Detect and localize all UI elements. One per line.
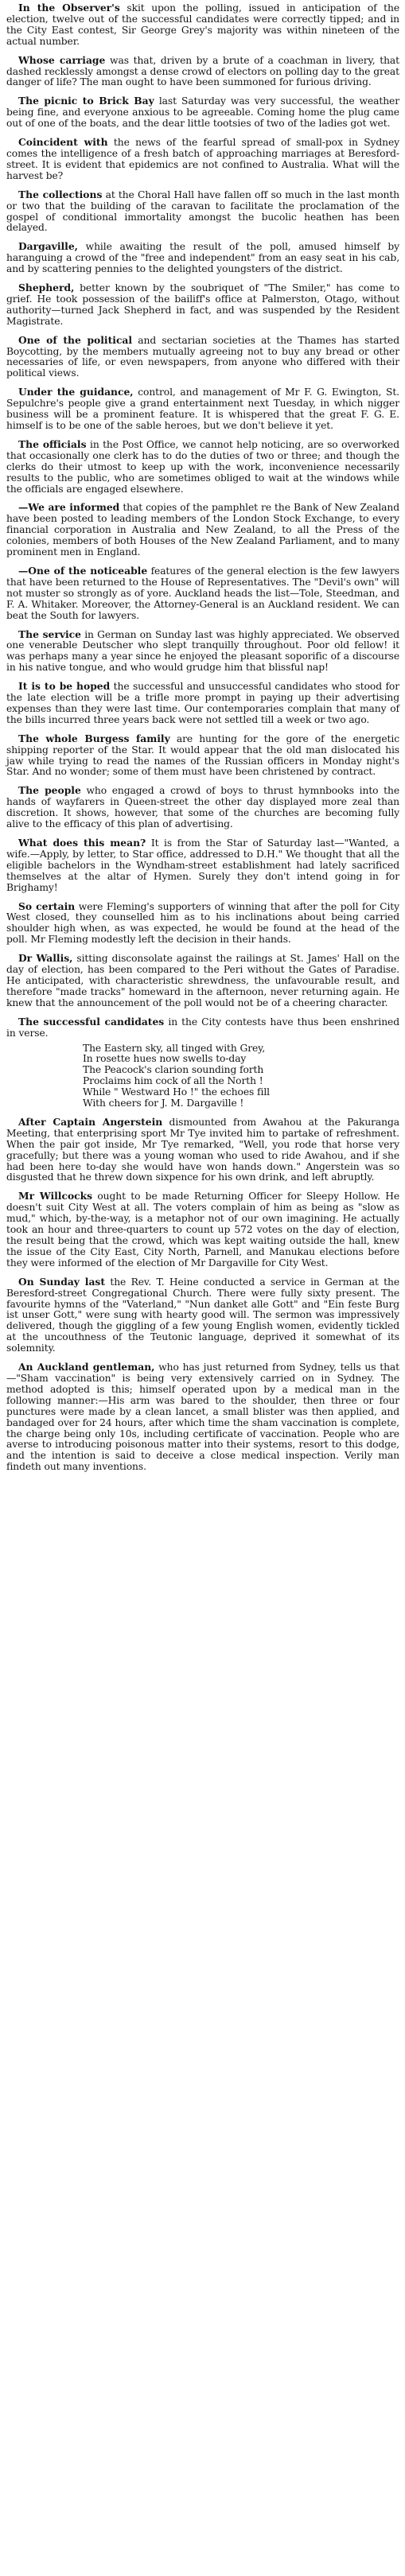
paragraph	[6, 2, 399, 48]
paragraph-text: the news of the fearful spread of small-pox in Sydney comes the intelligence of a fresh batch of approaching marriages at Beresford-street. It is evident that epidemics are not confined to Australia. What will the harvest be?	[6, 137, 399, 181]
paragraph-text: dismounted from Awahou at the Pakuranga Meeting, that enterprising sport Mr Tye invited him to partake of refreshment. When the pair got inside, Mr Tye remarked, "Well, you rode that horse very gracefully; but there was a young woman who used to ride Awahou, and if she had been here to-day she would have won hands down." Angerstein was so disgusted that he threw down sixpence for his own drink, and left abruptly.	[6, 1116, 399, 1183]
paragraph-text: ought to be made Returning Officer for Sleepy Hollow. He doesn't suit City West at all. The voters complain of him as being as "slow as mud," which, by-the-way, is a metaphor not of our own imagining. He actually took an hour and three-quarters to count up 572 votes on the day of election, the result being that the crowd, which was kept waiting outside the hall, knew the issue of the City East, City North, Parnell, and Manukau elections before they were informed of the election of Mr Dargaville for City West.	[6, 1191, 400, 1269]
paragraph-text: while awaiting the result of the poll, amused himself by haranguing a crowd of the "free and independent" from an easy seat in his cab, and by scattering pennies to the delighted youngsters of the district.	[6, 241, 399, 275]
paragraph-text: that copies of the pamphlet re the Bank of New Zealand have been posted to leading members of the London Stock Exchange, to every financial corporation in Australia and New Zealand, to all the Press of the colonies, members of both Houses of the New Zealand Parliament, and to many prominent men in England.	[6, 502, 399, 558]
paragraph	[6, 565, 399, 622]
paragraph-text: in German on Sunday last was highly appreciated. We observed one venerable Deutscher who slept tranquilly throughout. Poor old fellow! it was perhaps many a year since he enjoyed the pleasant soporific of a discourse in his native tongue, and who would grudge him that blissful nap!	[6, 628, 399, 674]
paragraph	[6, 1117, 399, 1183]
paragraph	[6, 733, 399, 779]
paragraph-text: skit upon the polling, issued in anticipation of the election, twelve out of the successful candidates were correctly tipped; and in the City East contest, Sir George Grey's majority was within nineteen of the actual number.	[6, 2, 399, 47]
paragraph-text: at the Choral Hall have fallen off so much in the last month or two that the building of the caravan to facilitate the proclamation of the gospel of conditional immortality amongst the bucolic heathen has been delayed.	[6, 188, 399, 234]
paragraph	[6, 387, 399, 432]
paragraph-lead: On Sunday last	[18, 1275, 106, 1288]
paragraph-lead: Whose carriage	[18, 53, 106, 66]
paragraph	[6, 629, 399, 674]
paragraph	[6, 785, 399, 830]
paragraph-text: are hunting for the gore of the energetic shipping reporter of the Star. It would appear that the old man dislocated his jaw while trying to read the names of the Russian officers in Monday night's Star. And no wonder; some of them must have been christened by contract.	[6, 732, 399, 778]
paragraph	[6, 1362, 399, 1473]
paragraph	[6, 681, 399, 726]
paragraph-lead: One of the political	[18, 333, 133, 346]
paragraph	[6, 901, 399, 946]
paragraph	[6, 837, 399, 894]
paragraph-text: better known by the soubriquet of "The Smiler," has come to grief. He took possession of the bailiff's office at Palmerston, Otago, without authority—turned Jack Shepherd in fact, and was suspended by the Resident Magistrate.	[6, 282, 399, 327]
paragraph-lead: Shepherd,	[18, 282, 75, 294]
paragraph-lead: What does this mean?	[18, 837, 146, 849]
paragraph-text: in the City contests have thus been enshrined in verse.	[6, 1016, 399, 1039]
paragraph	[6, 1016, 399, 1039]
paragraph-text: the Rev. T. Heine conducted a service in German at the Beresford-street Congregational Church. There were fully sixty present. The favourite hymns of the "Vaterland," "Nun danket alle Gott" and "Ein feste Burg ist unser Gott," were sung with hearty good will. The sermon was impressively delivered, though the giggling of a few young English women, evidently tickled at the uncouthness of the Teutonic language, deprived it somewhat of its solemnity.	[6, 1276, 399, 1354]
paragraph	[6, 241, 399, 275]
paragraph-lead: Mr Willcocks	[18, 1190, 93, 1203]
paragraph-text: were Fleming's supporters of winning that after the poll for City West closed, they counselled him as to his inclinations about being carried shoulder high when, as was expected, he would be found at the head of the poll. Mr Fleming modestly left the decision in their hands.	[6, 900, 399, 946]
paragraph-text: who engaged a crowd of boys to thrust hymnbooks into the hands of wayfarers in Queen-street the other day displayed more zeal than discretion. It shows, however, that some of the churches are becoming fully alive to the efficacy of this plan of advertising.	[6, 785, 399, 830]
paragraph-lead: The service	[18, 627, 81, 640]
paragraph-lead: —One of the noticeable	[18, 564, 148, 577]
paragraph-text: the successful and unsuccessful candidates who stood for the late election will be a trifle more prompt in paying up their advertising expenses than they were last time. Our contemporaries complain that many of the bills incurred three years back were not settled till a week or two ago.	[6, 681, 399, 725]
paragraph	[6, 953, 399, 1009]
paragraph	[6, 439, 399, 495]
paragraph-lead: Coincident with	[18, 136, 108, 149]
paragraph-lead: Under the guidance,	[18, 386, 134, 398]
verse-line: Proclaims him cock of all the North !	[83, 1075, 263, 1087]
paragraph	[6, 95, 399, 130]
verse-line: The Peacock's clarion sounding forth	[83, 1064, 264, 1076]
paragraph-lead: It is to be hoped	[18, 680, 111, 693]
paragraph-lead: The officials	[18, 437, 87, 450]
paragraph	[6, 335, 399, 380]
paragraph	[6, 502, 399, 558]
paragraph-lead: Dr Wallis,	[18, 952, 73, 965]
paragraph-lead: The successful candidates	[18, 1015, 165, 1028]
verse-line: With cheers for J. M. Dargaville !	[83, 1098, 244, 1109]
paragraph-lead: The whole Burgess family	[18, 732, 170, 744]
paragraph-text: It is from the Star of Saturday last—"Wanted, a wife.—Apply, by letter, to Star office, addressed to D.H." We thought that all the eligible bachelors in the Wyndham-street establishment had lately sacrificed themselves at the altar of Hymen. Surely they don't intend going in for Brighamy!	[6, 837, 399, 893]
paragraph-text: sitting disconsolate against the railings at St. James' Hall on the day of election, has been compared to the Peri without the Gates of Paradise. He anticipated, with characteristic shrewdness, the unfavourable result, and therefore "made tracks" homeward in the afternoon, never returning again. He knew that the announcement of the poll would not be of a cheering character.	[6, 953, 399, 1008]
paragraph-lead: In the Observer's	[18, 2, 120, 14]
paragraph	[6, 1276, 399, 1354]
paragraph-lead: The collections	[18, 188, 103, 200]
paragraph	[6, 137, 399, 182]
paragraph-text: who has just returned from Sydney, tells us that—"Sham vaccination" is being very extensively carried on in Sydney. The method adopted is this; himself operated upon by a medical man in the following manner:—His arm was bared to the shoulder, then three or four punctures were made by a clean lancet, a small blister was then applied, and bandaged over for 24 hours, after which time the sham vaccination is complete, the charge being only 10s, including certificate of vaccination. People who are averse to introducing poisonous matter into their systems, resort to this dodge, and the intention is said to deceive a close medical inspection. Verily man findeth out many inventions.	[6, 1362, 399, 1473]
paragraph-lead: An Auckland gentleman,	[18, 1361, 155, 1373]
verse	[6, 1043, 399, 1109]
paragraph	[6, 282, 399, 328]
paragraph-lead: So certain	[18, 899, 76, 912]
paragraph-lead: Dargaville,	[18, 240, 78, 253]
paragraph	[6, 189, 399, 235]
paragraph-text: and sectarian societies at the Thames has started Boycotting, by the members mutually agreeing not to buy any bread or other necessaries of life, or even newspapers, from anyone who differed with their political views.	[6, 334, 399, 379]
paragraph-text: control, and management of Mr F. G. Ewington, St. Sepulchre's people give a grand entertainment next Tuesday, in which nigger business will be a prominent feature. It is whispered that the great F. G. E. himself is to be one of the sable heroes, but we don't believe it yet.	[6, 387, 399, 431]
paragraph	[6, 1191, 399, 1269]
paragraph-lead: The picnic to Brick Bay	[18, 95, 154, 107]
paragraph-lead: After Captain Angerstein	[18, 1115, 163, 1128]
paragraph-lead: The people	[18, 784, 81, 797]
paragraph-text: in the Post Office, we cannot help noticing, are so overworked that occasionally one clerk has to do the duties of two or three; and though the clerks do their utmost to keep up with the work, inconvenience necessarily results to the public, who are sometimes obliged to wait at the windows while the officials are engaged elsewhere.	[6, 438, 399, 495]
paragraph-text: was that, driven by a brute of a coachman in livery, that dashed recklessly amongst a dense crowd of electors on polling day to the great danger of life? The man ought to have been summoned for furious driving.	[6, 54, 399, 88]
paragraph-text: last Saturday was very successful, the weather being fine, and everyone anxious to be agreeable. Coming home the plug came out of one of the boats, and the dear little tootsies of two of the ladies got wet.	[6, 95, 400, 130]
paragraph-text: features of the general election is the few lawyers that have been returned to the House of Representatives. The "Devil's own" will not muster so strongly as of yore. Auckland heads the list—Tole, Steedman, and F. A. Whitaker. Moreover, the Attorney-General is an Auckland resident. We can beat the South for lawyers.	[6, 565, 399, 621]
verse-line: The Eastern sky, all tinged with Grey,	[83, 1042, 266, 1054]
verse-line: In rosette hues now swells to-day	[83, 1053, 247, 1065]
paragraph	[6, 55, 399, 89]
paragraph-lead: —We are informed	[18, 501, 120, 514]
verse-line: While " Westward Ho !" the echoes fill	[83, 1086, 270, 1098]
